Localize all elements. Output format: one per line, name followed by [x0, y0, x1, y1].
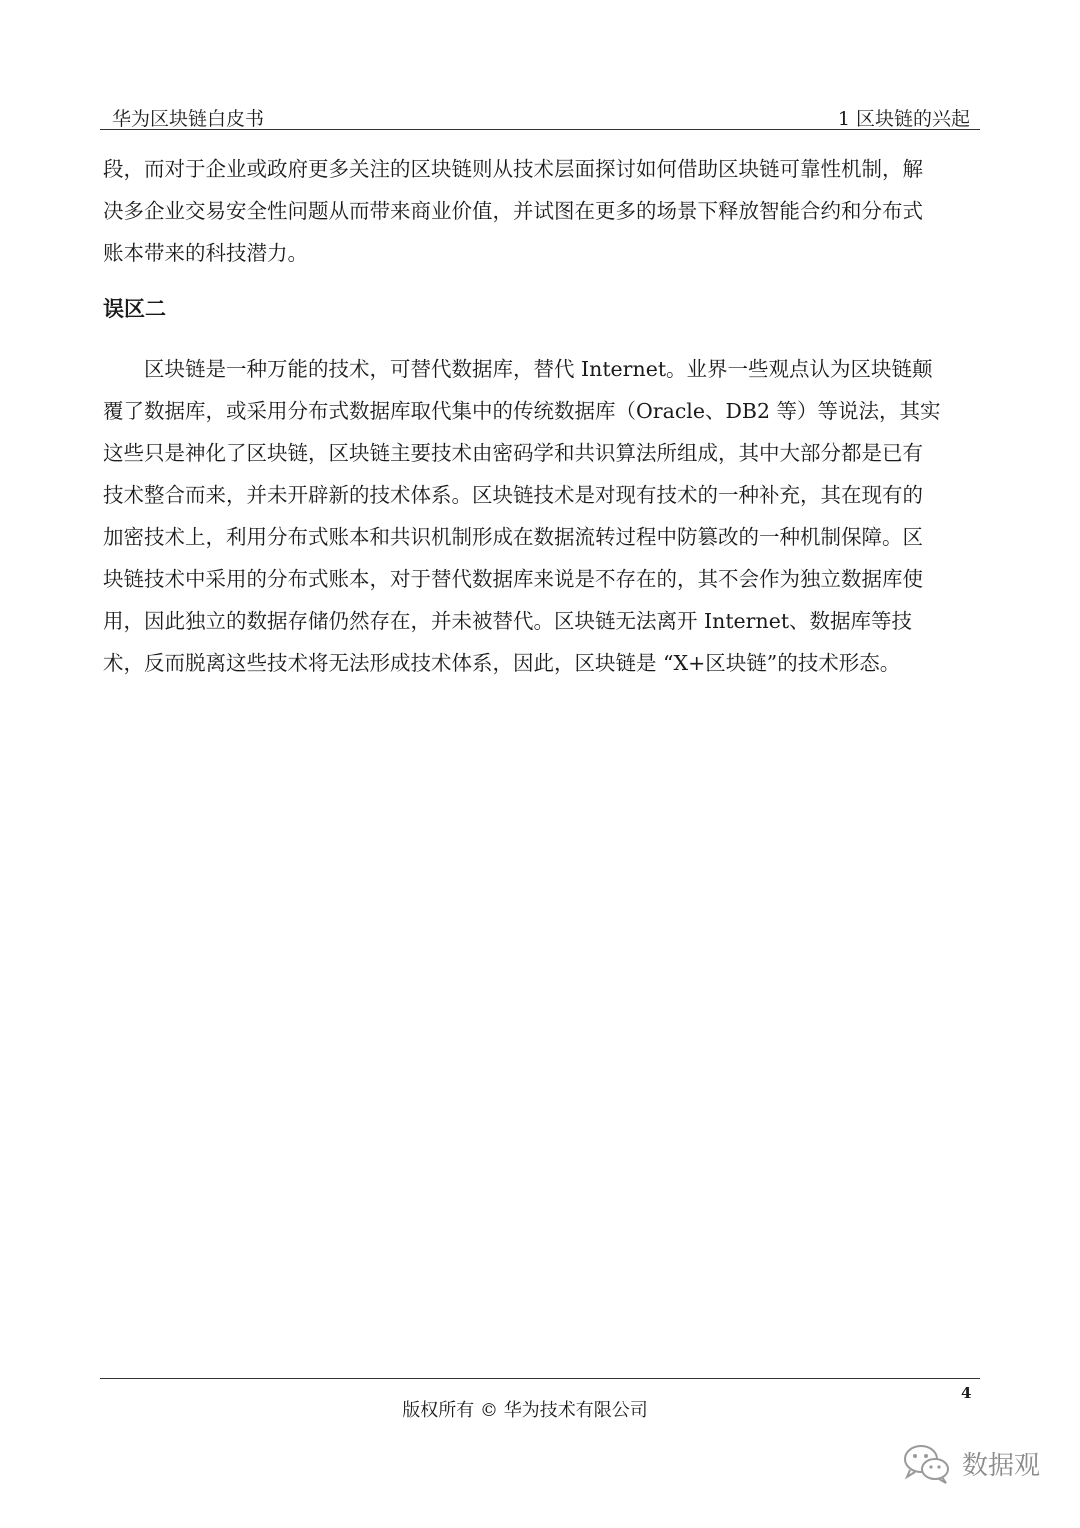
paragraph-line: 区块链是一种万能的技术，可替代数据库，替代 Internet。业界一些观点认为区块链颠: [103, 357, 933, 381]
paragraph-1: [103, 148, 975, 274]
watermark-text: 数据观: [962, 1450, 1041, 1481]
paragraph-line: 技术整合而来，并未开辟新的技术体系。区块链技术是对现有技术的一种补充，其在现有的: [103, 483, 923, 507]
paragraph-2: [103, 348, 975, 684]
paragraph-line: 覆了数据库，或采用分布式数据库取代集中的传统数据库（Oracle、DB2 等）等说法，其实: [103, 399, 941, 423]
paragraph-line: 用，因此独立的数据存储仍然存在，并未被替代。区块链无法离开 Internet、数据库等技: [103, 609, 913, 633]
footer-divider: [100, 1378, 980, 1379]
header-divider: [100, 129, 980, 130]
copyright-notice: 版权所有 © 华为技术有限公司: [402, 1400, 648, 1421]
paragraph-line: 段，而对于企业或政府更多关注的区块链则从技术层面探讨如何借助区块链可靠性机制，解: [103, 157, 923, 181]
paragraph-line: 块链技术中采用的分布式账本，对于替代数据库来说是不存在的，其不会作为独立数据库使: [103, 567, 923, 591]
wechat-icon: [900, 1440, 954, 1486]
page-header-right: 1 区块链的兴起: [837, 108, 970, 130]
paragraph-line: 决多企业交易安全性问题从而带来商业价值，并试图在更多的场景下释放智能合约和分布式: [103, 199, 923, 223]
page-number: 4: [961, 1384, 972, 1402]
watermark: [900, 1440, 1040, 1486]
paragraph-line: 账本带来的科技潜力。: [103, 241, 308, 265]
paragraph-line: 术，反而脱离这些技术将无法形成技术体系，因此，区块链是 “X+区块链”的技术形态。: [103, 651, 901, 675]
page-header-left: 华为区块链白皮书: [112, 108, 265, 130]
paragraph-line: 加密技术上，利用分布式账本和共识机制形成在数据流转过程中防篡改的一种机制保障。区: [103, 525, 923, 549]
section-heading: 误区二: [103, 296, 166, 321]
paragraph-line: 这些只是神化了区块链，区块链主要技术由密码学和共识算法所组成，其中大部分都是已有: [103, 441, 923, 465]
